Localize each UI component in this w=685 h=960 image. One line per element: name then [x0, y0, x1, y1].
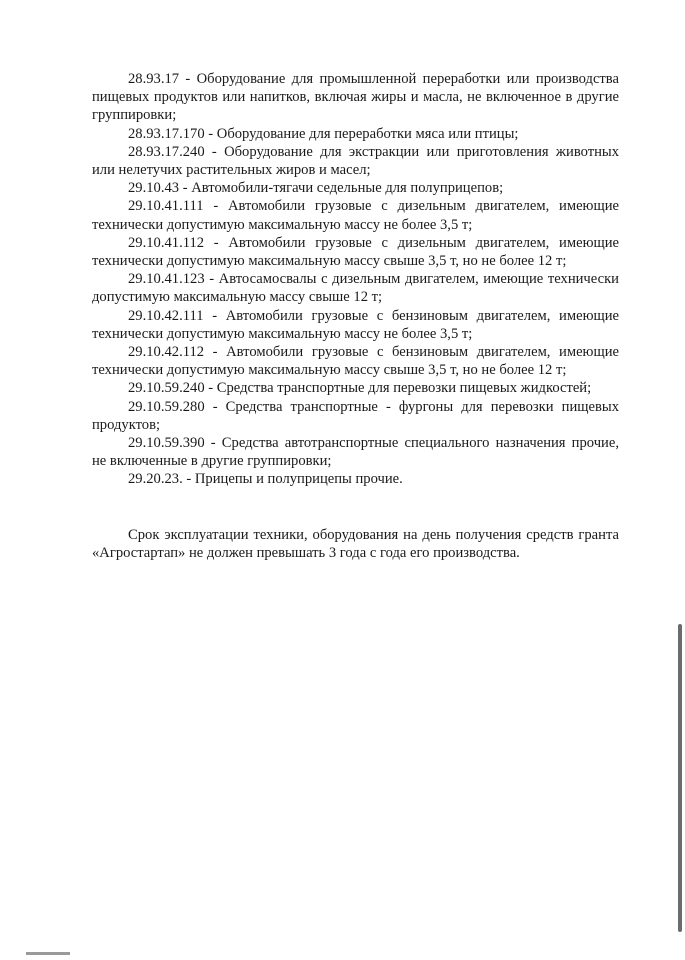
okpd-entry-29-10-42-111: 29.10.42.111 - Автомобили грузовые с бензиновым двигателем, имеющие технически допустимую максимальную массу не более 3,5 т; — [92, 307, 619, 342]
document-body — [92, 70, 619, 562]
okpd-entry-28-93-17-170: 28.93.17.170 - Оборудование для переработки мяса или птицы; — [128, 125, 519, 142]
okpd-entry-29-20-23: 29.20.23. - Прицепы и полуприцепы прочие. — [128, 471, 403, 488]
okpd-entry-29-10-59-390: 29.10.59.390 - Средства автотранспортные специального назначения прочие, не включенные в другие группировки; — [92, 435, 619, 470]
page-footer-mark — [26, 952, 70, 955]
okpd-entry-28-93-17: 28.93.17 - Оборудование для промышленной переработки или производства пищевых продуктов или напитков, включая жиры и масла, не включенное в другие группировки; — [92, 71, 619, 124]
okpd-entry-29-10-59-280: 29.10.59.280 - Средства транспортные - фургоны для перевозки пищевых продуктов; — [92, 398, 619, 433]
operation-term-note: Срок эксплуатации техники, оборудования на день получения средств гранта «Агростартап» не должен превышать 3 года с года его производства. — [92, 526, 619, 561]
okpd-entry-29-10-41-123: 29.10.41.123 - Автосамосвалы с дизельным двигателем, имеющие технически допустимую максимальную массу свыше 12 т; — [92, 271, 619, 306]
okpd-entry-29-10-42-112: 29.10.42.112 - Автомобили грузовые с бензиновым двигателем, имеющие технически допустимую максимальную массу свыше 3,5 т, но не более 12 т; — [92, 344, 619, 379]
okpd-entry-29-10-41-111: 29.10.41.111 - Автомобили грузовые с дизельным двигателем, имеющие технически допустимую максимальную массу не более 3,5 т; — [92, 198, 619, 233]
okpd-entry-29-10-59-240: 29.10.59.240 - Средства транспортные для перевозки пищевых жидкостей; — [128, 380, 592, 397]
okpd-entry-29-10-43: 29.10.43 - Автомобили-тягачи седельные для полуприцепов; — [128, 180, 504, 197]
okpd-entry-29-10-41-112: 29.10.41.112 - Автомобили грузовые с дизельным двигателем, имеющие технически допустимую максимальную массу свыше 3,5 т, но не более 12 т; — [92, 234, 619, 270]
vertical-scrollbar[interactable] — [678, 624, 682, 932]
okpd-entry-28-93-17-240: 28.93.17.240 - Оборудование для экстракции или приготовления животных или нелетучих растительных жиров и масел; — [92, 143, 619, 179]
